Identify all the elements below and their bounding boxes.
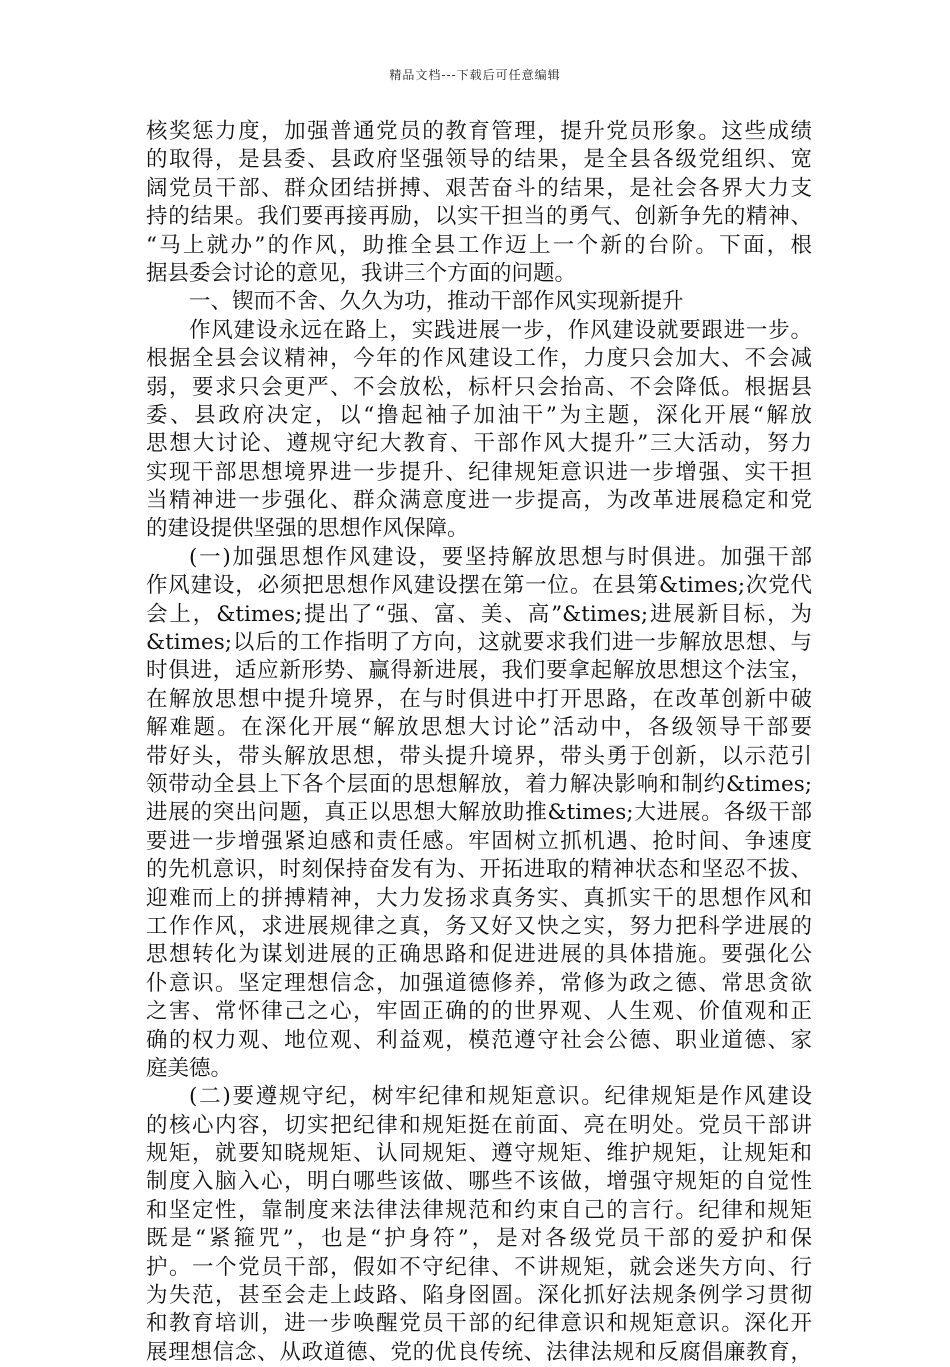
text-line: 委、县政府决定，以“撸起袖子加油干”为主题，深化开展“解放 (146, 402, 812, 428)
text-line: 解难题。在深化开展“解放思想大讨论”活动中，各级领导干部要 (146, 715, 812, 741)
text-line: 进展的突出问题，真正以思想大解放助推&times;大进展。各级干部 (146, 800, 812, 826)
text-line: 时俱进，适应新形势、赢得新进展，我们要拿起解放思想这个法宝， (146, 658, 812, 684)
text-line: (一)加强思想作风建设，要坚持解放思想与时俱进。加强干部 (189, 544, 812, 570)
text-line: 作风建设，必须把思想作风建设摆在第一位。在县第&times;次党代 (146, 573, 812, 599)
text-line: 一、锲而不舍、久久为功，推动干部作风实现新提升 (189, 289, 684, 315)
text-line: (二)要遵规守纪，树牢纪律和规矩意识。纪律规矩是作风建设 (189, 1084, 812, 1110)
text-line: 和坚定性，靠制度来法律法律规范和约束自己的言行。纪律和规矩 (146, 1197, 812, 1223)
text-line: 带好头，带头解放思想，带头提升境界，带头勇于创新，以示范引 (146, 743, 812, 769)
text-line: 规矩，就要知晓规矩、认同规矩、遵守规矩、维护规矩，让规矩和 (146, 1141, 812, 1167)
text-line: 既是“紧箍咒”，也是“护身符”，是对各级党员干部的爱护和保 (146, 1226, 812, 1252)
text-line: 思想大讨论、遵规守纪大教育、干部作风大提升”三大活动，努力 (146, 431, 812, 457)
page-header: 精品文档---下载后可任意编辑 (389, 68, 561, 82)
document-body (146, 118, 812, 1367)
text-line: 核奖惩力度，加强普通党员的教育管理，提升党员形象。这些成绩 (146, 119, 812, 144)
text-line: 持的结果。我们要再接再励，以实干担当的勇气、创新争先的精神、 (146, 204, 812, 230)
text-line: 和教育培训，进一步唤醒党员干部的纪律意识和规矩意识。深化开 (146, 1311, 812, 1337)
text-line: 的取得，是县委、县政府坚强领导的结果，是全县各级党组织、宽 (146, 147, 812, 173)
text-line: 展理想信念、从政道德、党的优良传统、法律法规和反腐倡廉教育， (146, 1339, 812, 1365)
text-line: “马上就办”的作风，助推全县工作迈上一个新的台阶。下面，根 (146, 232, 812, 258)
text-line: 根据全县会议精神，今年的作风建设工作，力度只会加大、不会减 (146, 346, 812, 372)
text-line: 要进一步增强紧迫感和责任感。牢固树立抓机遇、抢时间、争速度 (146, 828, 812, 854)
text-line: 在解放思想中提升境界，在与时俱进中打开思路，在改革创新中破 (146, 686, 812, 712)
text-line: 阔党员干部、群众团结拼搏、艰苦奋斗的结果，是社会各界大力支 (146, 175, 812, 201)
text-line: 实现干部思想境界进一步提升、纪律规矩意识进一步增强、实干担 (146, 459, 812, 485)
text-line: 的先机意识，时刻保持奋发有为、开拓进取的精神状态和坚忍不拔、 (146, 857, 812, 883)
text-line: 的建设提供坚强的思想作风保障。 (146, 516, 469, 542)
text-line: 庭美德。 (146, 1055, 233, 1081)
text-line: 工作作风，求进展规律之真，务又好又快之实，努力把科学进展的 (146, 913, 812, 939)
text-line: 为失范，甚至会走上歧路、陷身囹圄。深化抓好法规条例学习贯彻 (146, 1283, 812, 1309)
text-line: 当精神进一步强化、群众满意度进一步提高，为改革进展稳定和党 (146, 488, 812, 514)
text-line: 确的权力观、地位观、利益观，模范遵守社会公德、职业道德、家 (146, 1027, 812, 1053)
text-line: 据县委会讨论的意见，我讲三个方面的问题。 (146, 260, 577, 286)
text-line: 会上，&times;提出了“强、富、美、高”&times;进展新目标，为 (146, 601, 812, 627)
text-line: 制度入脑入心，明白哪些该做、哪些不该做，增强守规矩的自觉性 (146, 1169, 812, 1195)
text-line: 的核心内容，切实把纪律和规矩挺在前面、亮在明处。党员干部讲 (146, 1112, 812, 1138)
text-line: 思想转化为谋划进展的正确思路和促进进展的具体措施。要强化公 (146, 942, 812, 968)
text-line: 之害、常怀律己之心，牢固正确的的世界观、人生观、价值观和正 (146, 999, 812, 1025)
text-line: &times;以后的工作指明了方向，这就要求我们进一步解放思想、与 (146, 630, 812, 656)
text-line: 作风建设永远在路上，实践进展一步，作风建设就要跟进一步。 (189, 317, 812, 343)
text-line: 护。一个党员干部，假如不守纪律、不讲规矩，就会迷失方向、行 (146, 1254, 812, 1280)
text-line: 弱，要求只会更严、不会放松，标杆只会抬高、不会降低。根据县 (146, 374, 812, 400)
text-line: 领带动全县上下各个层面的思想解放，着力解决影响和制约&times; (146, 771, 812, 797)
text-line: 迎难而上的拼搏精神，大力发扬求真务实、真抓实干的思想作风和 (146, 885, 812, 911)
text-line: 仆意识。坚定理想信念，加强道德修养，常修为政之德、常思贪欲 (146, 970, 812, 996)
